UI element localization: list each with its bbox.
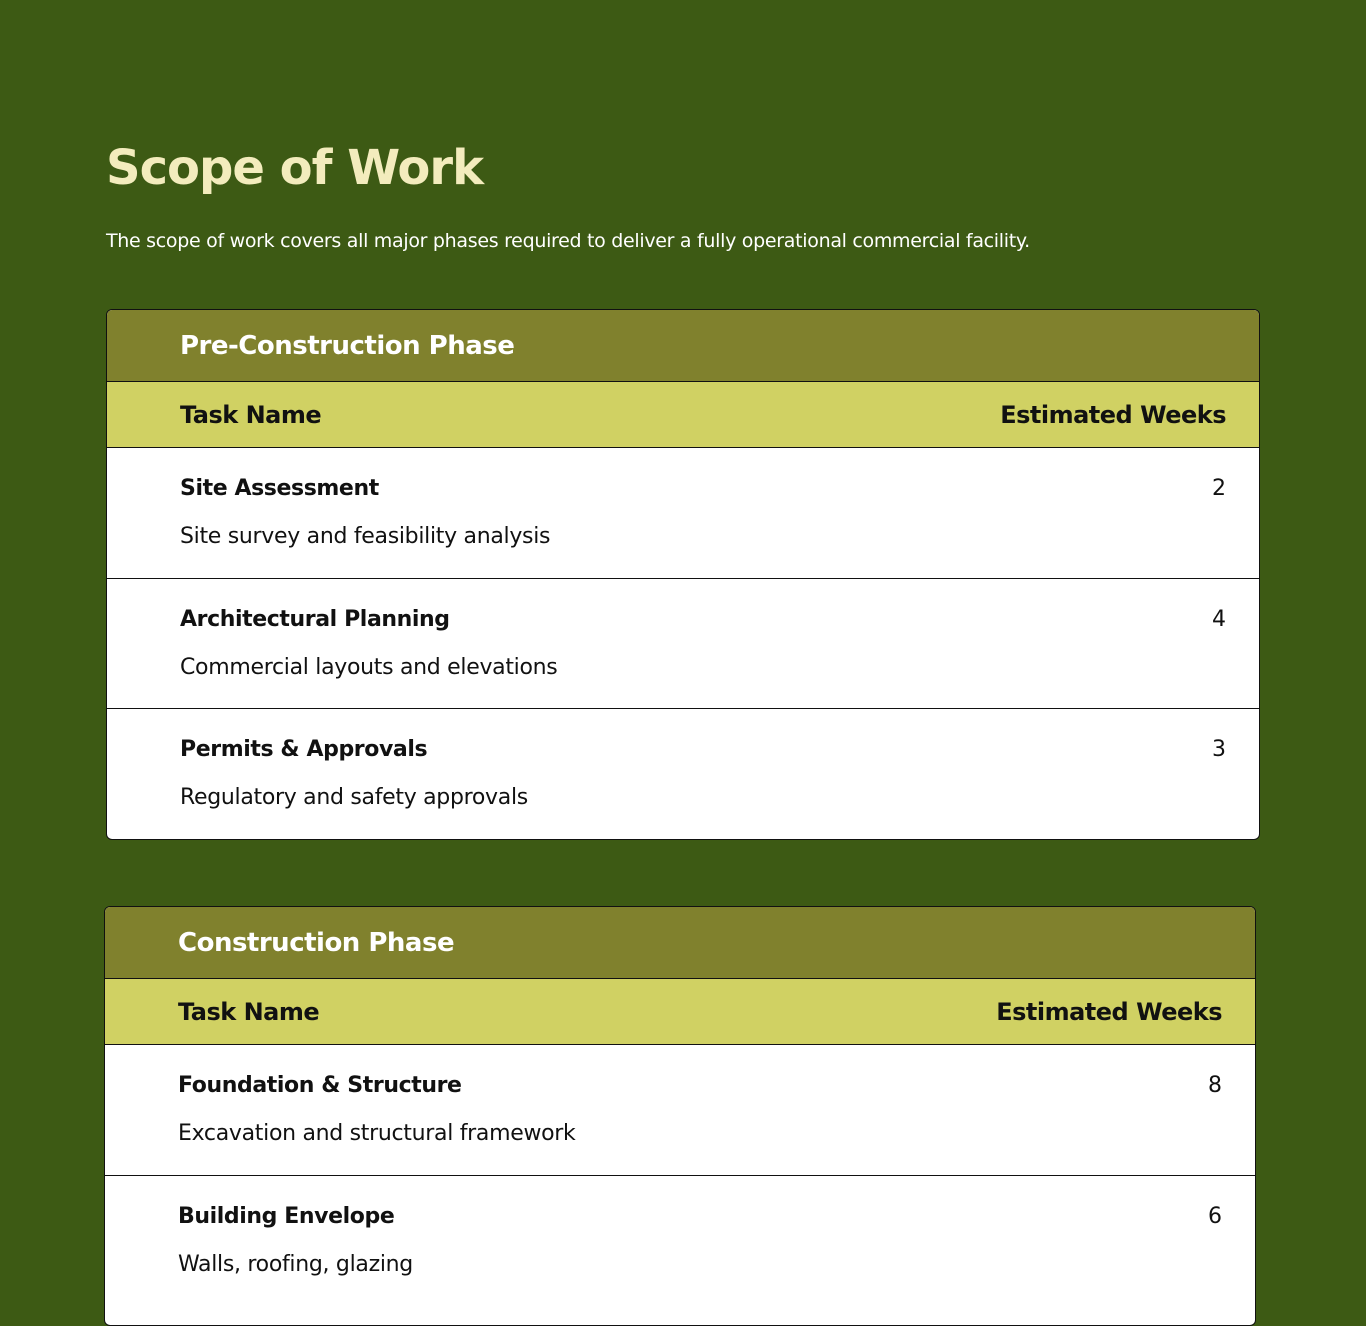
task-description: Walls, roofing, glazing — [178, 1251, 413, 1277]
column-header-task-name: Task Name — [180, 400, 322, 429]
task-description: Excavation and structural framework — [178, 1121, 576, 1146]
table-row — [105, 1176, 1255, 1307]
column-header-estimated-weeks: Estimated Weeks — [1000, 400, 1226, 429]
table-column-header — [107, 382, 1259, 448]
task-description: Site survey and feasibility analysis — [180, 524, 551, 549]
phase-card-pre-construction — [106, 309, 1260, 840]
phase-title: Construction Phase — [178, 927, 455, 958]
task-weeks: 3 — [1212, 737, 1226, 762]
page-title: Scope of Work — [106, 140, 483, 196]
table-row — [107, 448, 1259, 579]
task-name: Building Envelope — [178, 1203, 395, 1229]
table-row — [107, 579, 1259, 710]
column-header-estimated-weeks: Estimated Weeks — [996, 997, 1222, 1026]
task-weeks: 6 — [1208, 1203, 1222, 1229]
task-name: Foundation & Structure — [178, 1073, 462, 1098]
table-row — [107, 709, 1259, 840]
task-weeks: 8 — [1208, 1073, 1222, 1098]
task-weeks: 4 — [1212, 606, 1226, 632]
task-name: Permits & Approvals — [180, 737, 428, 762]
task-name: Architectural Planning — [180, 606, 450, 632]
task-description: Regulatory and safety approvals — [180, 785, 528, 810]
phase-header — [105, 907, 1255, 979]
phase-title: Pre-Construction Phase — [180, 330, 515, 361]
column-header-task-name: Task Name — [178, 997, 320, 1026]
table-column-header — [105, 979, 1255, 1045]
task-name: Site Assessment — [180, 476, 379, 501]
page-intro: The scope of work covers all major phases required to deliver a fully operational commercial facility. — [106, 230, 1030, 252]
task-weeks: 2 — [1212, 476, 1226, 501]
task-description: Commercial layouts and elevations — [180, 654, 558, 680]
table-row — [105, 1045, 1255, 1176]
phase-header — [107, 310, 1259, 382]
phase-card-construction — [104, 906, 1256, 1326]
